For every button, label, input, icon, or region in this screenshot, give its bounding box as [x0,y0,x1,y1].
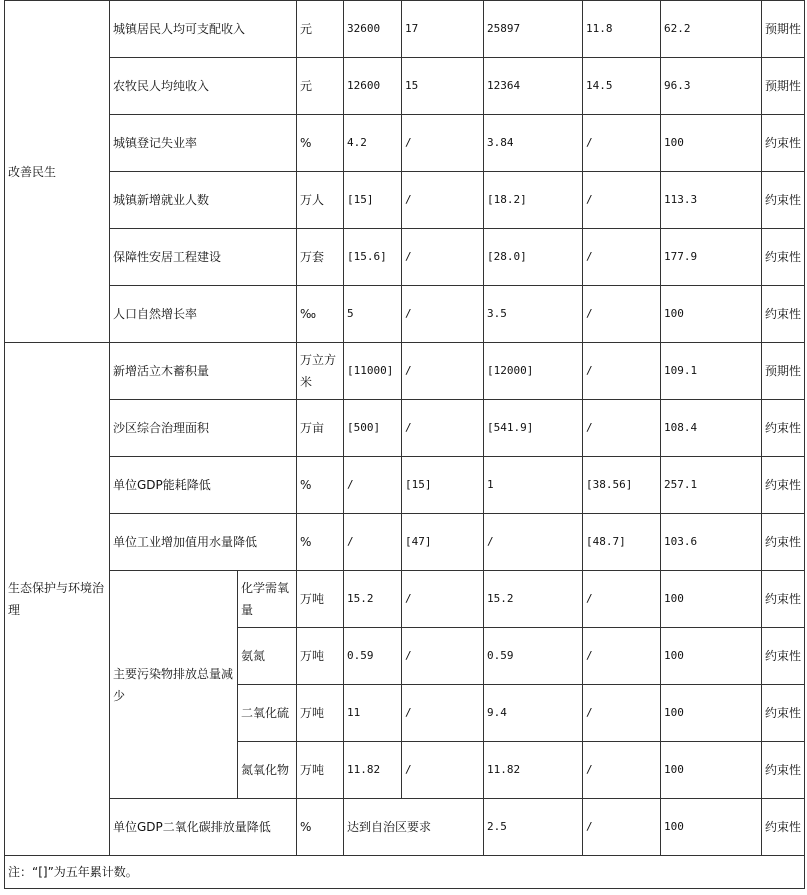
completion-cell: 96.3 [661,58,762,115]
sub-indicator-cell: 化学需氧量 [238,571,297,628]
growth-target-cell: / [402,172,484,229]
table-row [5,115,805,172]
table-row [5,514,805,571]
growth-actual-cell: / [583,685,661,742]
growth-actual-cell: 11.8 [583,1,661,58]
unit-cell: 元 [297,1,344,58]
nature-cell: 约束性 [762,571,805,628]
nature-cell: 约束性 [762,229,805,286]
indicator-cell: 城镇居民人均可支配收入 [110,1,297,58]
nature-cell: 预期性 [762,343,805,400]
nature-cell: 约束性 [762,457,805,514]
growth-actual-cell: / [583,343,661,400]
indicator-cell: 城镇新增就业人数 [110,172,297,229]
indicator-table [4,0,805,889]
growth-actual-cell: / [583,172,661,229]
unit-cell: 万套 [297,229,344,286]
note-row [5,856,805,889]
nature-cell: 约束性 [762,115,805,172]
indicator-cell: 沙区综合治理面积 [110,400,297,457]
target-cell: [11000] [344,343,402,400]
unit-cell: ‰ [297,286,344,343]
table-row [5,799,805,856]
nature-cell: 约束性 [762,742,805,799]
completion-cell: 177.9 [661,229,762,286]
completion-cell: 100 [661,571,762,628]
actual-cell: 9.4 [484,685,583,742]
completion-cell: 257.1 [661,457,762,514]
growth-actual-cell: / [583,628,661,685]
growth-actual-cell: / [583,799,661,856]
target-cell: 5 [344,286,402,343]
completion-cell: 100 [661,286,762,343]
actual-cell: 1 [484,457,583,514]
indicator-cell: 单位工业增加值用水量降低 [110,514,297,571]
target-cell: 0.59 [344,628,402,685]
table-note: 注：“[]”为五年累计数。 [5,856,805,889]
table-row [5,343,805,400]
table-row [5,58,805,115]
unit-cell: 万立方米 [297,343,344,400]
indicator-cell: 城镇登记失业率 [110,115,297,172]
completion-cell: 100 [661,685,762,742]
target-cell: 32600 [344,1,402,58]
unit-cell: 万吨 [297,628,344,685]
nature-cell: 约束性 [762,514,805,571]
growth-target-cell: / [402,229,484,286]
actual-cell: [541.9] [484,400,583,457]
growth-target-cell: / [402,742,484,799]
category-cell: 改善民生 [5,1,110,343]
completion-cell: 100 [661,115,762,172]
target-cell: 15.2 [344,571,402,628]
unit-cell: 元 [297,58,344,115]
growth-target-cell: / [402,286,484,343]
completion-cell: 113.3 [661,172,762,229]
growth-target-cell: [47] [402,514,484,571]
target-cell: / [344,457,402,514]
indicator-cell: 新增活立木蓄积量 [110,343,297,400]
growth-target-cell: / [402,628,484,685]
unit-cell: 万人 [297,172,344,229]
completion-cell: 100 [661,742,762,799]
growth-target-cell: / [402,685,484,742]
nature-cell: 约束性 [762,172,805,229]
completion-cell: 100 [661,799,762,856]
actual-cell: [18.2] [484,172,583,229]
indicator-cell: 人口自然增长率 [110,286,297,343]
indicator-cell: 保障性安居工程建设 [110,229,297,286]
completion-cell: 62.2 [661,1,762,58]
completion-cell: 103.6 [661,514,762,571]
target-cell: 11.82 [344,742,402,799]
nature-cell: 预期性 [762,58,805,115]
sub-indicator-cell: 氨氮 [238,628,297,685]
actual-cell: 11.82 [484,742,583,799]
growth-target-cell: 17 [402,1,484,58]
growth-actual-cell: / [583,400,661,457]
unit-cell: 万吨 [297,685,344,742]
target-cell: 11 [344,685,402,742]
nature-cell: 约束性 [762,286,805,343]
actual-cell: [28.0] [484,229,583,286]
target-cell: [15] [344,172,402,229]
category-cell: 生态保护与环境治理 [5,343,110,856]
growth-actual-cell: / [583,571,661,628]
table-row [5,457,805,514]
indicator-cell: 单位GDP能耗降低 [110,457,297,514]
indicator-cell: 单位GDP二氧化碳排放量降低 [110,799,297,856]
nature-cell: 约束性 [762,628,805,685]
actual-cell: 3.5 [484,286,583,343]
growth-target-cell: [15] [402,457,484,514]
sub-indicator-cell: 氮氧化物 [238,742,297,799]
actual-cell: 25897 [484,1,583,58]
indicator-cell: 农牧民人均纯收入 [110,58,297,115]
completion-cell: 100 [661,628,762,685]
growth-actual-cell: / [583,115,661,172]
table-row [5,286,805,343]
growth-actual-cell: / [583,742,661,799]
indicator-cell: 主要污染物排放总量减少 [110,571,238,799]
table-row [5,229,805,286]
target-cell: [500] [344,400,402,457]
completion-cell: 108.4 [661,400,762,457]
actual-cell: [12000] [484,343,583,400]
unit-cell: % [297,514,344,571]
growth-target-cell: / [402,571,484,628]
table-row [5,571,805,628]
unit-cell: 万亩 [297,400,344,457]
table-row [5,172,805,229]
growth-actual-cell: [38.56] [583,457,661,514]
growth-actual-cell: 14.5 [583,58,661,115]
target-cell: [15.6] [344,229,402,286]
actual-cell: 12364 [484,58,583,115]
target-cell: 达到自治区要求 [344,799,484,856]
actual-cell: / [484,514,583,571]
growth-actual-cell: / [583,286,661,343]
growth-target-cell: / [402,343,484,400]
actual-cell: 3.84 [484,115,583,172]
target-cell: 12600 [344,58,402,115]
sub-indicator-cell: 二氧化硫 [238,685,297,742]
nature-cell: 约束性 [762,685,805,742]
table-row [5,1,805,58]
growth-actual-cell: [48.7] [583,514,661,571]
unit-cell: % [297,799,344,856]
actual-cell: 0.59 [484,628,583,685]
nature-cell: 预期性 [762,1,805,58]
unit-cell: 万吨 [297,742,344,799]
growth-target-cell: 15 [402,58,484,115]
completion-cell: 109.1 [661,343,762,400]
nature-cell: 约束性 [762,400,805,457]
actual-cell: 15.2 [484,571,583,628]
growth-target-cell: / [402,115,484,172]
unit-cell: % [297,115,344,172]
actual-cell: 2.5 [484,799,583,856]
table-row [5,400,805,457]
target-cell: / [344,514,402,571]
growth-actual-cell: / [583,229,661,286]
unit-cell: 万吨 [297,571,344,628]
growth-target-cell: / [402,400,484,457]
target-cell: 4.2 [344,115,402,172]
unit-cell: % [297,457,344,514]
nature-cell: 约束性 [762,799,805,856]
